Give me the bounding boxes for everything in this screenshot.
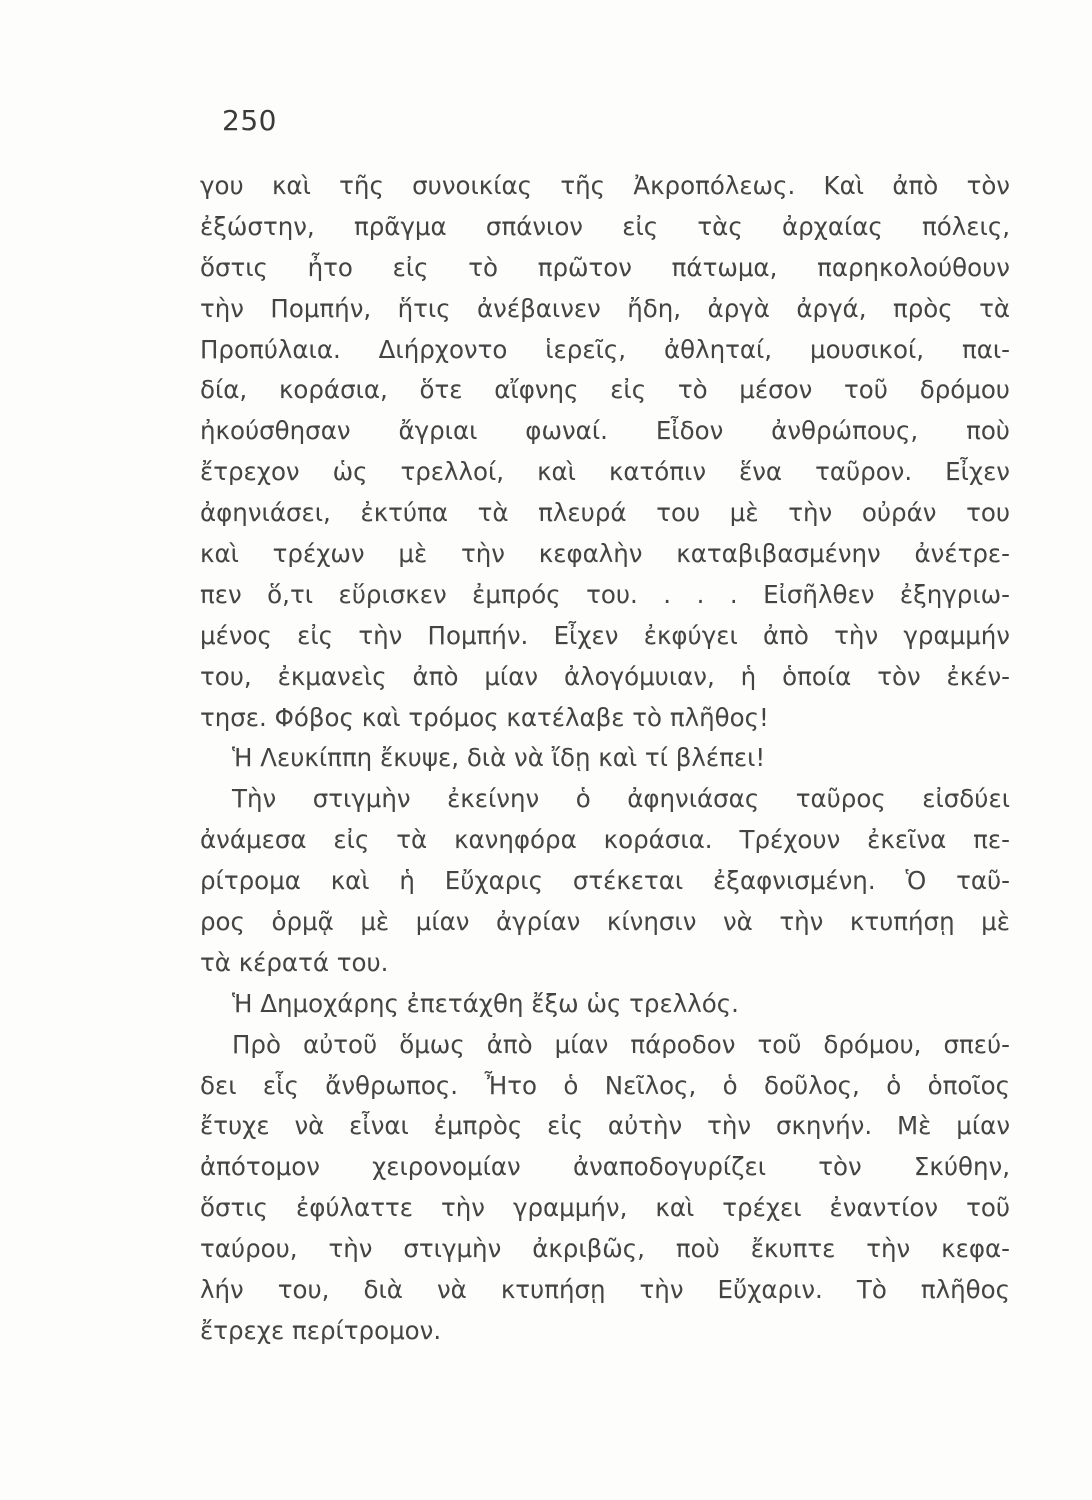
text-line: ἔτρεχον ὡς τρελλοί, καὶ κατόπιν ἕνα ταῦρον. Εἶχεν xyxy=(200,457,1010,487)
text-line: γου καὶ τῆς συνοικίας τῆς Ἀκροπόλεως. Καὶ ἀπὸ τὸν xyxy=(200,171,1010,200)
text-line: ρος ὁρμᾷ μὲ μίαν ἀγρίαν κίνησιν νὰ τὴν κτυπήσῃ μὲ xyxy=(200,907,1010,937)
text-line: πεν ὅ,τι εὕρισκεν ἐμπρός του. . . . Εἰσῆλθεν ἐξηγριω- xyxy=(200,579,1010,609)
text-line: ταύρου, τὴν στιγμὴν ἀκριβῶς, ποὺ ἔκυπτε τὴν κεφα- xyxy=(200,1234,1010,1264)
text-line: δία, κοράσια, ὅτε αἴφνης εἰς τὸ μέσον τοῦ δρόμου xyxy=(200,375,1010,405)
text-line: Ἡ Λευκίππη ἔκυψε, διὰ νὰ ἴδῃ καὶ τί βλέπει! xyxy=(232,743,766,773)
text-line: ἀπότομον χειρονομίαν ἀναποδογυρίζει τὸν Σκύθην, xyxy=(200,1152,1010,1182)
text-line: ἀνάμεσα εἰς τὰ κανηφόρα κοράσια. Τρέχουν ἐκεῖνα πε- xyxy=(200,825,1010,855)
text-line: καὶ τρέχων μὲ τὴν κεφαλὴν καταβιβασμένην ἀνέτρε- xyxy=(200,539,1010,569)
text-line: τὴν Πομπήν, ἥτις ἀνέβαινεν ἤδη, ἀργὰ ἀργά, πρὸς τὰ xyxy=(200,293,1010,323)
text-line: ὅστις ἐφύλαττε τὴν γραμμήν, καὶ τρέχει ἐναντίον τοῦ xyxy=(200,1193,1010,1223)
text-line: ἠκούσθησαν ἄγριαι φωναί. Εἶδον ἀνθρώπους, ποὺ xyxy=(200,416,1010,446)
text-line: ρίτρομα καὶ ἡ Εὔχαρις στέκεται ἐξαφνισμένη. Ὁ ταῦ- xyxy=(200,866,1010,896)
text-line: λήν του, διὰ νὰ κτυπήσῃ τὴν Εὔχαριν. Τὸ πλῆθος xyxy=(200,1275,1010,1305)
text-line: τὰ κέρατά του. xyxy=(200,947,389,977)
text-line: Τὴν στιγμὴν ἐκείνην ὁ ἀφηνιάσας ταῦρος εἰσδύει xyxy=(232,784,1010,814)
text-line: ὅστις ἦτο εἰς τὸ πρῶτον πάτωμα, παρηκολούθουν xyxy=(200,252,1010,282)
text-line: Πρὸ αὐτοῦ ὅμως ἀπὸ μίαν πάροδον τοῦ δρόμου, σπεύ- xyxy=(232,1029,1010,1059)
text-line: τησε. Φόβος καὶ τρόμος κατέλαβε τὸ πλῆθος! xyxy=(200,702,769,732)
text-line: ἀφηνιάσει, ἐκτύπα τὰ πλευρά του μὲ τὴν οὐράν του xyxy=(200,498,1010,528)
text-line: μένος εἰς τὴν Πομπήν. Εἶχεν ἐκφύγει ἀπὸ τὴν γραμμήν xyxy=(200,620,1010,650)
text-line: ἔτυχε νὰ εἶναι ἐμπρὸς εἰς αὐτὴν τὴν σκηνήν. Μὲ μίαν xyxy=(200,1111,1010,1141)
body-text xyxy=(200,166,1010,1352)
text-line: Ἡ Δημοχάρης ἐπετάχθη ἔξω ὡς τρελλός. xyxy=(232,988,739,1018)
text-line: του, ἐκμανεὶς ἀπὸ μίαν ἀλογόμυιαν, ἡ ὁποία τὸν ἐκέν- xyxy=(200,661,1010,691)
text-line: Προπύλαια. Διήρχοντο ἱερεῖς, ἀθληταί, μουσικοί, παι- xyxy=(200,334,1010,364)
text-line: ἐξώστην, πρᾶγμα σπάνιον εἰς τὰς ἀρχαίας πόλεις, xyxy=(200,211,1010,241)
text-line: ἔτρεχε περίτρομον. xyxy=(200,1315,442,1345)
text-line: δει εἷς ἄνθρωπος. Ἦτο ὁ Νεῖλος, ὁ δοῦλος, ὁ ὁποῖος xyxy=(200,1070,1010,1100)
page-number: 250 xyxy=(222,104,277,137)
